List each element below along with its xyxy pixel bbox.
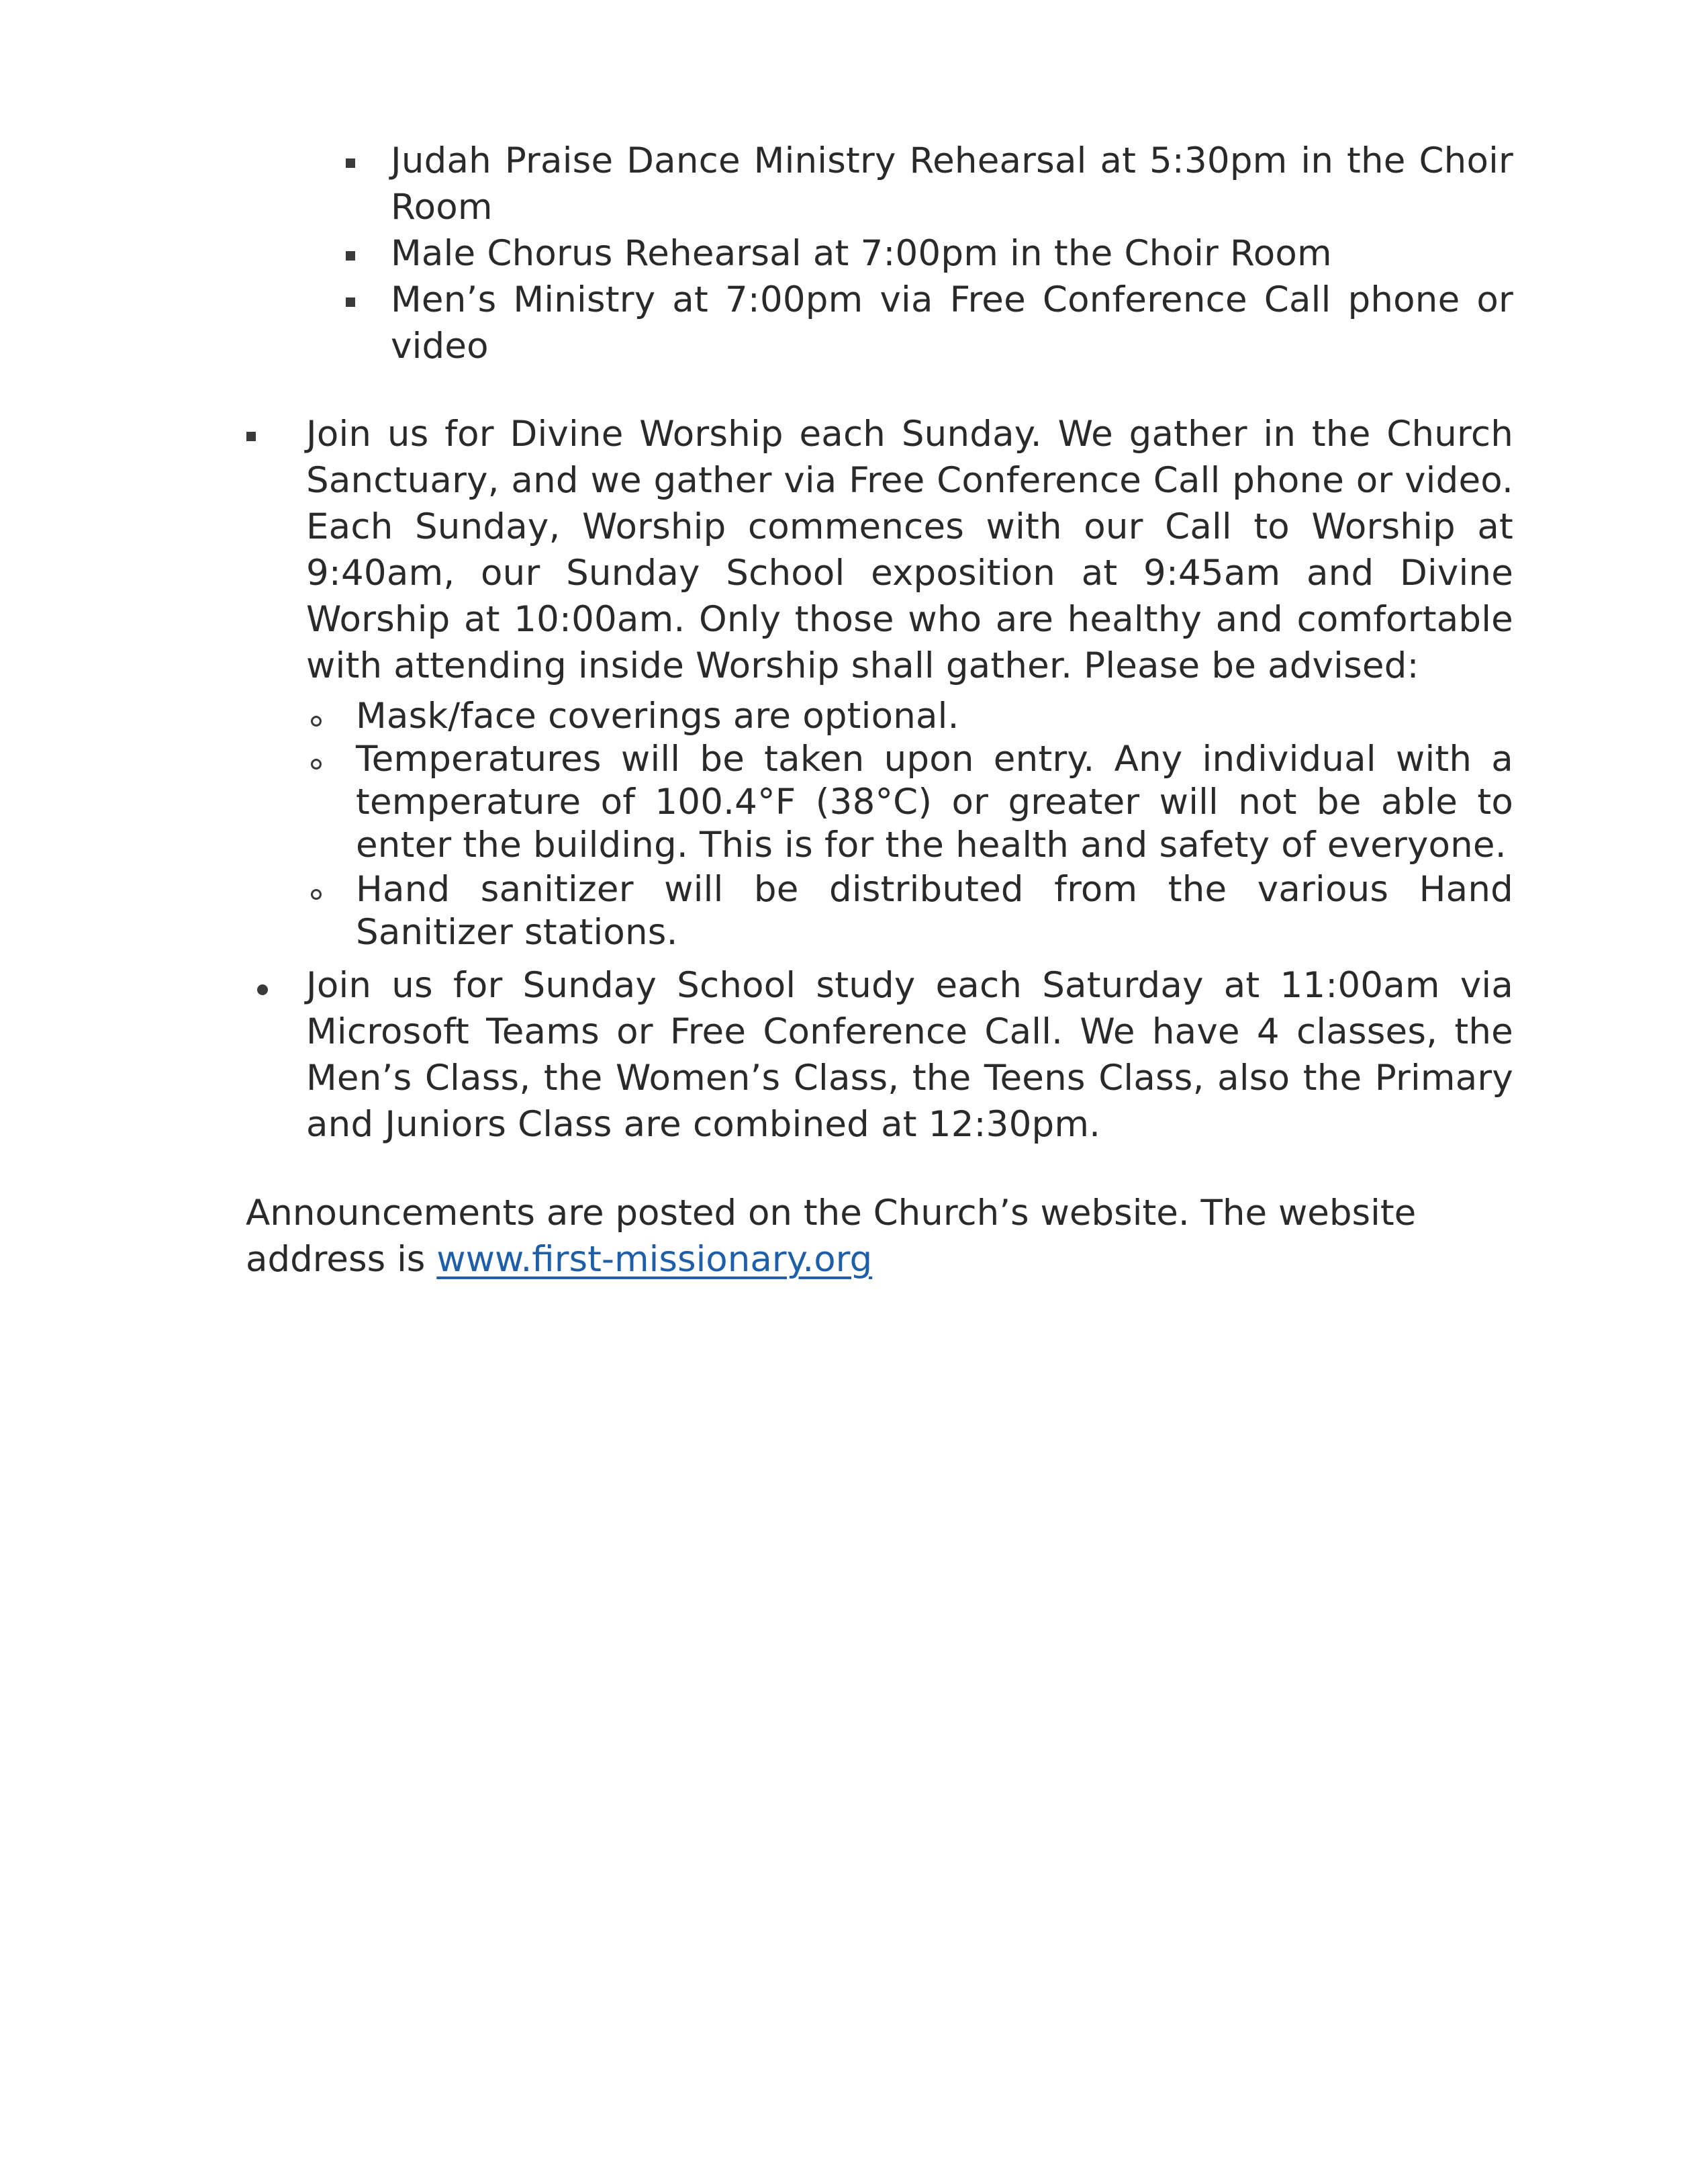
circle-bullet-icon [311,889,322,900]
circle-bullet-icon [311,716,322,727]
advisory-temperature: Temperatures will be taken upon entry. Any individual with a temperature of 100.4°F (38°C) or greater will not be able to enter the building. This is for the health and safety of everyone. [356,739,1513,866]
list-item-male-chorus: Male Chorus Rehearsal at 7:00pm in the Choir Room [391,233,1332,274]
list-item-judah-praise: Judah Praise Dance Ministry Rehearsal at 5:30pm in the Choir Room [391,140,1513,228]
list-item-mens-ministry: Men’s Ministry at 7:00pm via Free Conference Call phone or video [391,279,1513,367]
square-bullet-icon [346,251,355,261]
announcements-text: Announcements are posted on the Church’s website. The website address is [246,1193,1417,1280]
square-bullet-icon [246,432,256,441]
announcements-paragraph [246,1190,1513,1283]
square-bullet-icon [346,158,355,168]
square-bullet-icon [346,297,355,307]
circle-bullet-icon [311,759,322,770]
advisory-sanitizer: Hand sanitizer will be distributed from the various Hand Sanitizer stations. [356,869,1513,953]
list-item-sunday-school: Join us for Sunday School study each Saturday at 11:00am via Microsoft Teams or Free Conference Call. We have 4 classes, the Men’s Class, the Women’s Class, the Teens Class, also the Primary and Juniors Class are combined at 12:30pm. [306,965,1513,1145]
list-item-divine-worship: Join us for Divine Worship each Sunday. We gather in the Church Sanctuary, and we gather via Free Conference Call phone or video. Each Sunday, Worship commences with our Call to Worship at 9:40am, our Sunday School exposition at 9:45am and Divine Worship at 10:00am. Only those who are healthy and comfortable with attending inside Worship shall gather. Please be advised: [306,414,1513,686]
advisory-masks: Mask/face coverings are optional. [356,696,959,737]
website-link[interactable]: www.first-missionary.org [436,1239,873,1280]
round-bullet-icon [257,984,268,995]
